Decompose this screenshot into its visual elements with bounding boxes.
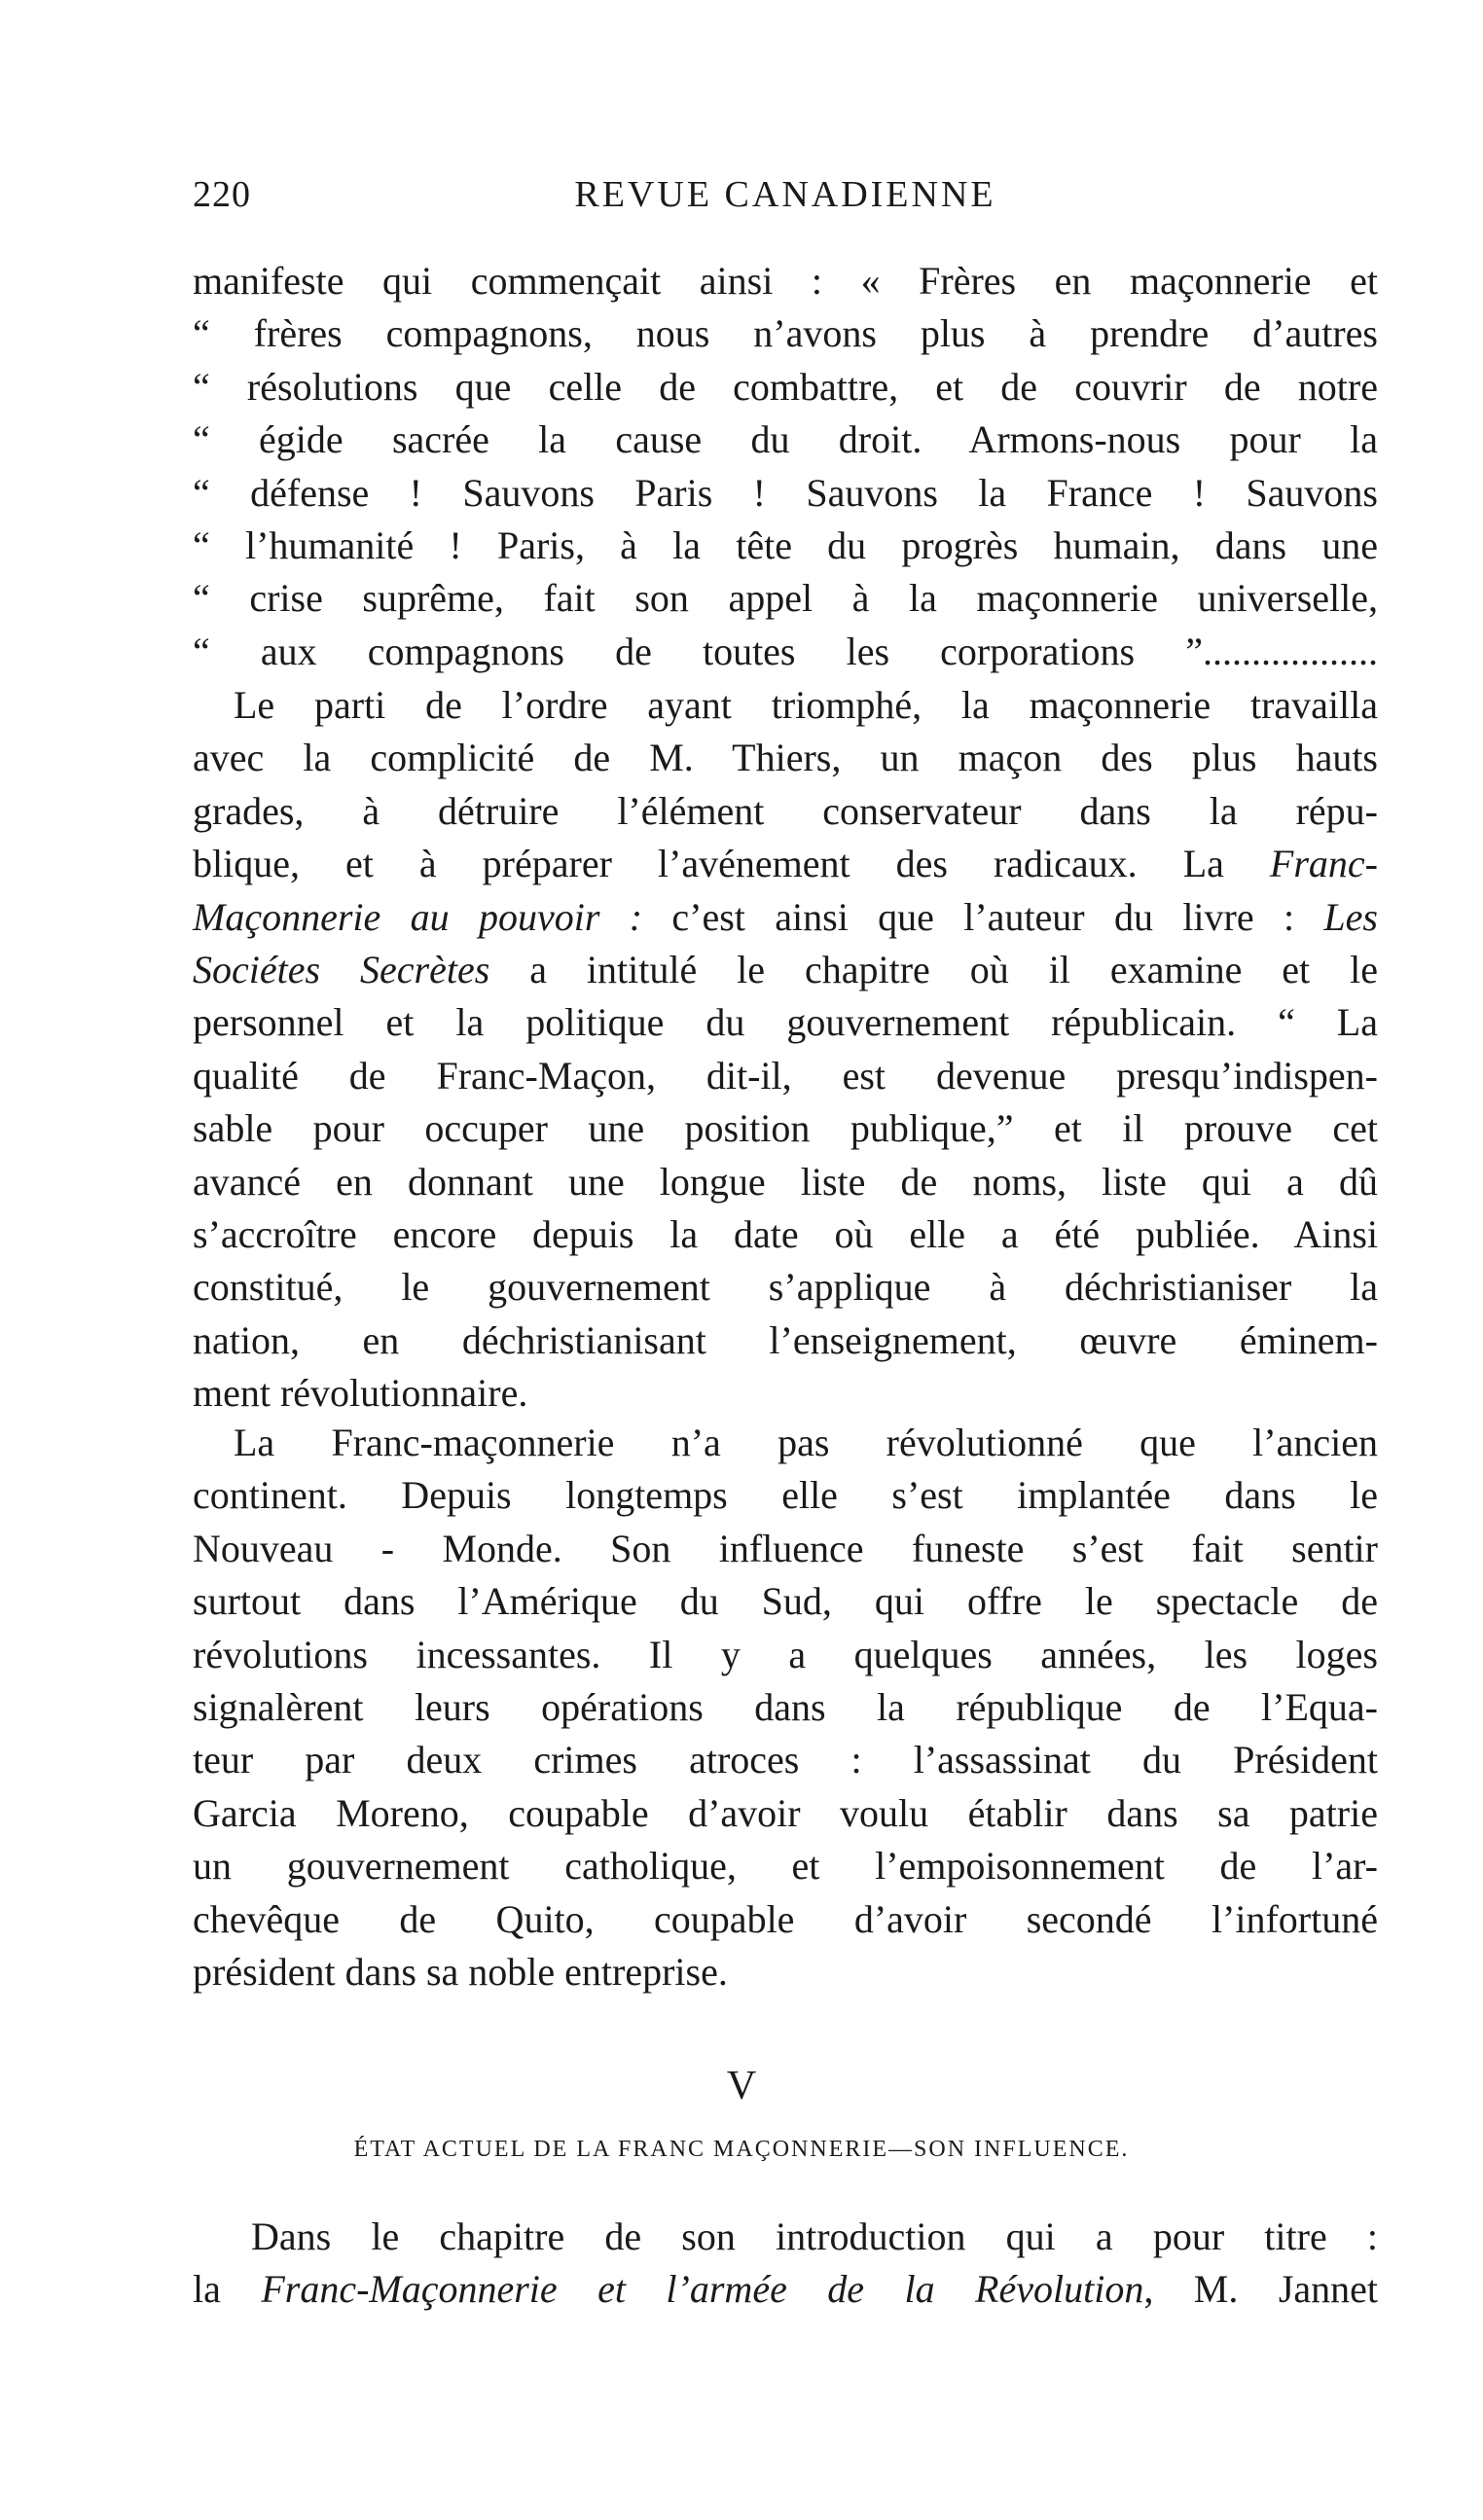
text-line: personnel et la politique du gouvernement républicain. “ La — [193, 1000, 1378, 1045]
text-line: révolutions incessantes. Il y a quelques années, les loges — [193, 1632, 1378, 1676]
text-line: “ frères compagnons, nous n’avons plus à prendre d’autres — [193, 311, 1378, 356]
text-line: nation, en déchristianisant l’enseignement, œuvre éminem- — [193, 1317, 1378, 1362]
text-run: c’est ainsi que l’auteur du livre : — [642, 894, 1324, 939]
text-line: “ résolutions que celle de combattre, et de couvrir de notre — [193, 364, 1378, 409]
italic-title: Les — [1323, 894, 1378, 939]
italic-title: Franc-Maçonnerie et l’armée de la Révolution — [261, 2267, 1144, 2312]
text-line: “ aux compagnons de toutes les corporations ”.................. — [193, 629, 1378, 673]
text-line: Nouveau - Monde. Son influence funeste s’est fait sentir — [193, 1526, 1378, 1570]
text-line — [193, 891, 1378, 944]
text-line: Dans le chapitre de son introduction qui a pour titre : — [251, 2214, 1378, 2258]
text-line: chevêque de Quito, coupable d’avoir secondé l’infortuné — [193, 1896, 1378, 1941]
text-line: “ défense ! Sauvons Paris ! Sauvons la France ! Sauvons — [193, 470, 1378, 515]
running-header — [193, 173, 1378, 232]
text-line — [193, 2263, 1378, 2316]
text-line: président dans sa noble entreprise. — [193, 1949, 728, 1994]
paragraph-nouveau-monde — [193, 1417, 1378, 1998]
text-line: Le parti de l’ordre ayant triomphé, la maçonnerie travailla — [234, 683, 1378, 727]
text-line: surtout dans l’Amérique du Sud, qui offre le spectacle de — [193, 1579, 1378, 1624]
paragraph-introduction — [193, 2211, 1378, 2317]
text-line: avancé en donnant une longue liste de noms, liste qui a dû — [193, 1159, 1378, 1204]
text-line — [193, 838, 1378, 890]
text-line: avec la complicité de M. Thiers, un maçon des plus hauts — [193, 736, 1378, 780]
text-line: continent. Depuis longtemps elle s’est implantée dans le — [193, 1473, 1378, 1518]
text-line: Garcia Moreno, coupable d’avoir voulu établir dans sa patrie — [193, 1790, 1378, 1835]
text-line: ment révolutionnaire. — [193, 1371, 528, 1416]
text-line: sable pour occuper une position publique,” et il prouve cet — [193, 1106, 1378, 1151]
text-line: s’accroître encore depuis la date où elle a été publiée. Ainsi — [193, 1211, 1378, 1256]
text-run: a intitulé le chapitre où il examine et le — [489, 947, 1378, 991]
text-line — [193, 944, 1378, 996]
text-line: “ égide sacrée la cause du droit. Armons-nous pour la — [193, 417, 1378, 462]
running-title: REVUE CANADIENNE — [574, 174, 996, 215]
section-number: V — [726, 2064, 757, 2108]
paragraph-quote — [193, 255, 1378, 678]
paragraph-franc-maconnerie-au-pouvoir — [193, 679, 1378, 1420]
text-line: signalèrent leurs opérations dans la république de l’Equa- — [193, 1684, 1378, 1729]
text-line: teur par deux crimes atroces : l’assassinat du Président — [193, 1738, 1378, 1782]
text-line: manifeste qui commençait ainsi : « Frères en maçonnerie et — [193, 259, 1378, 303]
text-line: un gouvernement catholique, et l’empoisonnement de l’ar- — [193, 1844, 1378, 1889]
italic-title: Maçonnerie au pouvoir : — [193, 894, 643, 939]
section-title: ÉTAT ACTUEL DE LA FRANC MAÇONNERIE—SON INFLUENCE. — [353, 2137, 1130, 2162]
text-run: blique, et à préparer l’avénement des radicaux. La — [193, 842, 1270, 886]
text-line: “ crise suprême, fait son appel à la maçonnerie universelle, — [193, 576, 1378, 621]
text-line: qualité de Franc-Maçon, dit-il, est devenue presqu’indispen- — [193, 1053, 1378, 1098]
page-number: 220 — [193, 174, 251, 215]
text-line: “ l’humanité ! Paris, à la tête du progrès humain, dans une — [193, 522, 1378, 567]
italic-title: Sociétes Secrètes — [193, 947, 490, 991]
italic-title: Franc- — [1269, 842, 1378, 886]
text-run: la — [193, 2267, 262, 2312]
text-line: constitué, le gouvernement s’applique à déchristianiser la — [193, 1265, 1378, 1310]
text-line: grades, à détruire l’élément conservateur dans la répu- — [193, 788, 1378, 833]
text-line: La Franc-maçonnerie n’a pas révolutionné que l’ancien — [234, 1421, 1378, 1464]
text-run: , M. Jannet — [1143, 2267, 1378, 2312]
